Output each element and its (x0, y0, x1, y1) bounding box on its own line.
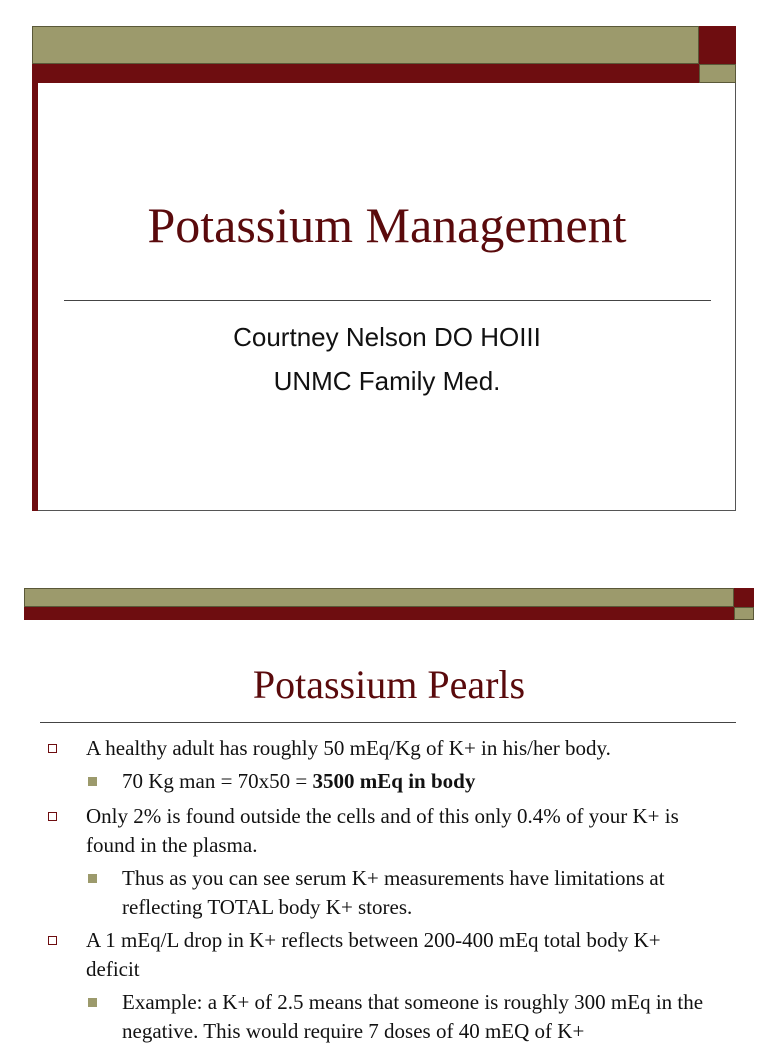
slide-2-header-bar (24, 588, 734, 607)
slide-1-divider (64, 300, 711, 301)
slide-2-corner-block (734, 588, 754, 607)
slide-1-left-stripe (32, 83, 38, 511)
slide-1-corner-block (699, 26, 736, 64)
sub-bullet-item (122, 767, 732, 796)
sub-bullet-text: 70 Kg man = 70x50 = (122, 769, 313, 793)
slide-2-corner-accent (734, 607, 754, 620)
bullet-square-icon (48, 812, 57, 821)
bullet-square-icon (48, 936, 57, 945)
sub-bullet-square-icon (88, 874, 97, 883)
slide-1-accent-bar (32, 64, 699, 83)
slide-2-divider (40, 722, 736, 723)
slide-1-title: Potassium Management (147, 197, 627, 253)
slide-1-frame (32, 26, 736, 511)
slide-1-header-bar (32, 26, 699, 64)
sub-bullet-square-icon (88, 998, 97, 1007)
bullet-item: Only 2% is found outside the cells and of this only 0.4% of your K+ is found in the plasma. (86, 804, 679, 857)
sub-bullet-item: Example: a K+ of 2.5 means that someone is roughly 300 mEq in the negative. This would require 7 doses of 40 mEQ of K+ (122, 990, 704, 1043)
bullet-item: A healthy adult has roughly 50 mEq/Kg of K+ in his/her body. (86, 736, 611, 760)
slide-1-affiliation: UNMC Family Med. (273, 366, 501, 396)
slide-1-author: Courtney Nelson DO HOIII (233, 322, 541, 352)
slide-2-title: Potassium Pearls (252, 662, 526, 707)
bullet-item: A 1 mEq/L drop in K+ reflects between 200-400 mEq total body K+ deficit (86, 928, 661, 981)
slide-2-accent-bar (24, 607, 734, 620)
sub-bullet-bold-text: 3500 mEq in body (312, 769, 476, 793)
sub-bullet-item: Thus as you can see serum K+ measurements have limitations at reflecting TOTAL body K+ stores. (122, 866, 665, 919)
bullet-square-icon (48, 744, 57, 753)
sub-bullet-square-icon (88, 777, 97, 786)
slide-1-corner-accent (699, 64, 736, 83)
